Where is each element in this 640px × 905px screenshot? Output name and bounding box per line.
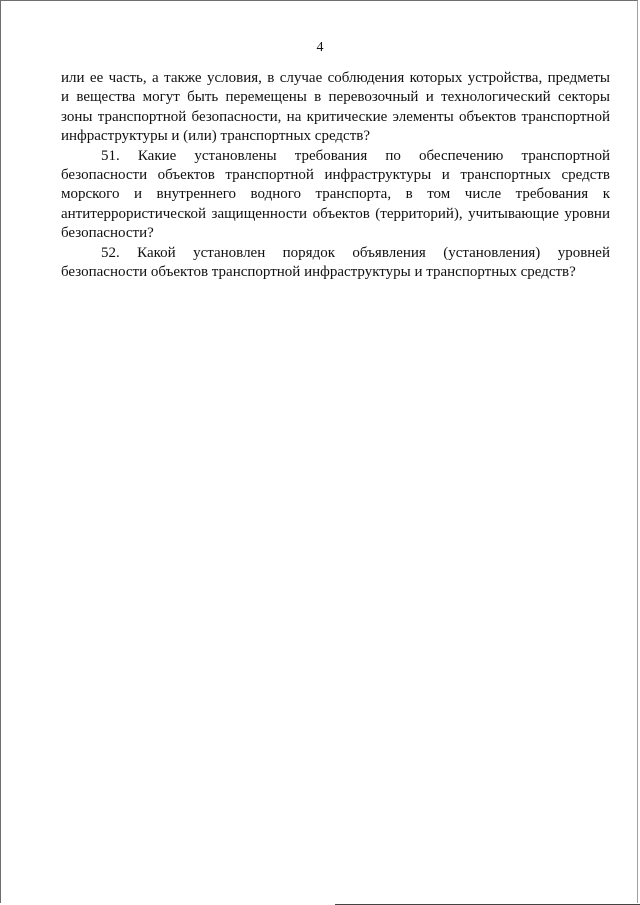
- text-line: зоны транспортной безопасности, на критические элементы объектов транспортной: [61, 108, 610, 125]
- text-line: или ее часть, а также условия, в случае соблюдения которых устройства, предметы: [61, 70, 610, 86]
- text-line: и вещества могут быть перемещены в перевозочный и технологический секторы: [61, 89, 610, 106]
- text-line: антитеррористической защищенности объектов (территорий), учитывающие уровни: [61, 205, 610, 222]
- text-line: морского и внутреннего водного транспорта, в том числе требования к: [61, 186, 610, 203]
- document-body: [61, 69, 610, 282]
- question-51: [61, 147, 610, 244]
- text-line: безопасности объектов транспортной инфраструктуры и транспортных средств: [61, 167, 610, 184]
- question-52: [61, 244, 610, 283]
- text-line: безопасности?: [61, 225, 154, 242]
- text-line: 51. Какие установлены требования по обеспечению транспортной: [101, 147, 610, 164]
- text-line: инфраструктуры и (или) транспортных средств?: [61, 128, 370, 145]
- text-line: 52. Какой установлен порядок объявления (установления) уровней: [101, 244, 610, 261]
- text-line: безопасности объектов транспортной инфраструктуры и транспортных средств?: [61, 264, 576, 281]
- page-number: 4: [316, 40, 324, 55]
- paragraph-continuation: [61, 69, 610, 147]
